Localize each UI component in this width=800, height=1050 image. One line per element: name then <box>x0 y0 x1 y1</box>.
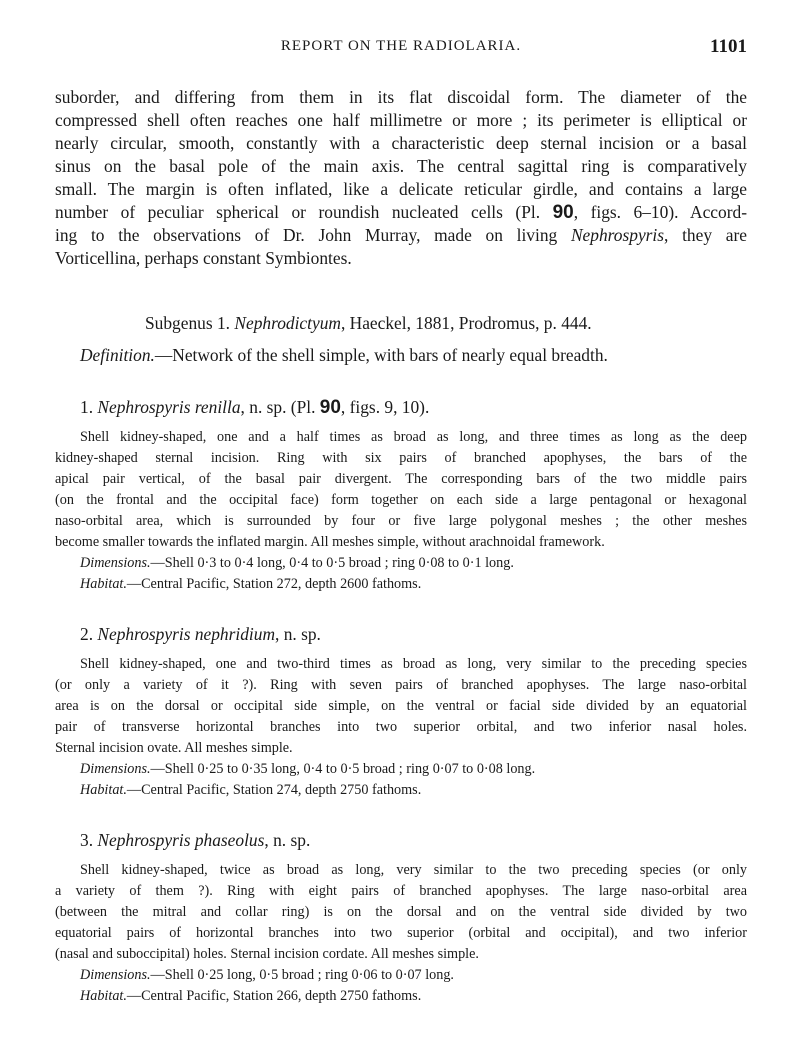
species-suffix: , n. sp. (Pl. <box>240 397 320 417</box>
description-line: (between the mitral and collar ring) is on the dorsal and on the ventral side divided by two <box>55 904 747 920</box>
species-heading <box>80 623 321 645</box>
habitat-line <box>80 986 421 1007</box>
intro-line <box>55 224 747 247</box>
habitat-line <box>80 574 421 595</box>
description-line: area is on the dorsal or occipital side simple, on the ventral or facial side divided by an equatorial <box>55 698 747 714</box>
running-head: REPORT ON THE RADIOLARIA. <box>280 38 522 54</box>
species-description <box>55 427 747 553</box>
subgenus-heading <box>145 312 592 334</box>
species-suffix: , n. sp. <box>264 830 311 850</box>
page-header <box>55 38 747 62</box>
dimensions-line <box>80 965 454 986</box>
description-line: pair of transverse horizontal branches into two superior orbital, and two inferior nasal holes. <box>55 719 747 735</box>
species-number: 2. <box>80 624 98 644</box>
intro-line: compressed shell often reaches one half millimetre or more ; its perimeter is elliptical or <box>55 110 747 130</box>
description-line: apical pair vertical, of the basal pair divergent. The corresponding bars of the two middle pairs <box>55 471 747 487</box>
intro-line: sinus on the basal pole of the main axis. The central sagittal ring is comparatively <box>55 156 747 176</box>
habitat-label: Habitat. <box>80 782 127 798</box>
habitat-line <box>80 780 421 801</box>
description-line: (or only a variety of it ?). Ring with seven pairs of branched apophyses. The large naso-orbital <box>55 677 747 693</box>
page-number: 1101 <box>710 36 747 57</box>
description-line: (on the frontal and the occipital face) form together on each side a large pentagonal or hexagonal <box>55 492 747 508</box>
description-line: naso-orbital area, which is surrounded by four or five large polygonal meshes ; the other meshes <box>55 513 747 529</box>
plate-reference: 90 <box>552 202 574 223</box>
subgenus-suffix: , Haeckel, 1881, Prodromus, p. 444. <box>340 313 592 333</box>
intro-line <box>55 201 747 224</box>
subgenus-name: Nephrodictyum <box>234 313 341 333</box>
definition-label: Definition. <box>80 345 155 365</box>
description-line: (nasal and suboccipital) holes. Sternal incision cordate. All meshes simple. <box>55 946 479 962</box>
genus-name: Nephrospyris <box>570 225 665 245</box>
dimensions-text: —Shell 0·25 long, 0·5 broad ; ring 0·06 to 0·07 long. <box>150 967 454 983</box>
dimensions-label: Dimensions. <box>80 761 151 777</box>
intro-line: Vorticellina, perhaps constant Symbiontes. <box>55 248 352 268</box>
description-line: Shell kidney-shaped, one and a half times as broad as long, and three times as long as the deep <box>80 429 747 445</box>
species-suffix: , figs. 9, 10). <box>340 397 430 417</box>
dimensions-text: —Shell 0·3 to 0·4 long, 0·4 to 0·5 broad ; ring 0·08 to 0·1 long. <box>150 555 514 571</box>
plate-reference: 90 <box>319 397 341 418</box>
description-line: a variety of them ?). Ring with eight pairs of branched apophyses. The large naso-orbital area <box>55 883 747 899</box>
definition-text: —Network of the shell simple, with bars of nearly equal breadth. <box>154 345 608 365</box>
dimensions-line <box>80 759 535 780</box>
intro-paragraph <box>55 86 747 270</box>
habitat-text: —Central Pacific, Station 274, depth 2750 fathoms. <box>126 782 422 798</box>
species-number: 3. <box>80 830 98 850</box>
habitat-label: Habitat. <box>80 576 127 592</box>
species-name: Nephrospyris nephridium <box>97 624 275 644</box>
dimensions-line <box>80 553 514 574</box>
intro-line: nearly circular, smooth, constantly with a characteristic deep sternal incision or a basal <box>55 133 747 153</box>
description-line: kidney-shaped sternal incision. Ring with six pairs of branched apophyses, the bars of the <box>55 450 747 466</box>
intro-line7-post: , they are <box>664 225 747 245</box>
habitat-label: Habitat. <box>80 988 127 1004</box>
description-line: equatorial pairs of horizontal branches into two superior (orbital and occipital), and two inferior <box>55 925 747 941</box>
description-line: Shell kidney-shaped, one and two-third times as broad as long, very similar to the preceding species <box>80 656 747 672</box>
species-name: Nephrospyris phaseolus <box>97 830 265 850</box>
intro-line: small. The margin is often inflated, like a delicate reticular girdle, and contains a large <box>55 179 747 199</box>
intro-line7-pre: ing to the observations of Dr. John Murray, made on living <box>55 225 571 245</box>
dimensions-text: —Shell 0·25 to 0·35 long, 0·4 to 0·5 broad ; ring 0·07 to 0·08 long. <box>150 761 536 777</box>
dimensions-label: Dimensions. <box>80 967 151 983</box>
habitat-text: —Central Pacific, Station 272, depth 2600 fathoms. <box>126 576 422 592</box>
intro-line6-pre: number of peculiar spherical or roundish nucleated cells (Pl. <box>55 202 553 222</box>
description-line: Sternal incision ovate. All meshes simple. <box>55 740 293 756</box>
species-suffix: , n. sp. <box>275 624 321 644</box>
species-number: 1. <box>80 397 98 417</box>
intro-line6-post: , figs. 6–10). Accord- <box>573 202 747 222</box>
dimensions-label: Dimensions. <box>80 555 151 571</box>
definition <box>80 344 608 366</box>
description-line: Shell kidney-shaped, twice as broad as long, very similar to the two preceding species (or only <box>80 862 747 878</box>
species-description <box>55 860 747 965</box>
subgenus-prefix: Subgenus 1. <box>145 313 235 333</box>
species-description <box>55 654 747 759</box>
intro-line: suborder, and differing from them in its flat discoidal form. The diameter of the <box>55 87 747 107</box>
species-heading <box>80 396 429 419</box>
habitat-text: —Central Pacific, Station 266, depth 2750 fathoms. <box>126 988 422 1004</box>
description-line: become smaller towards the inflated margin. All meshes simple, without arachnoidal framework. <box>55 534 605 550</box>
species-name: Nephrospyris renilla <box>97 397 241 417</box>
species-heading <box>80 829 310 851</box>
